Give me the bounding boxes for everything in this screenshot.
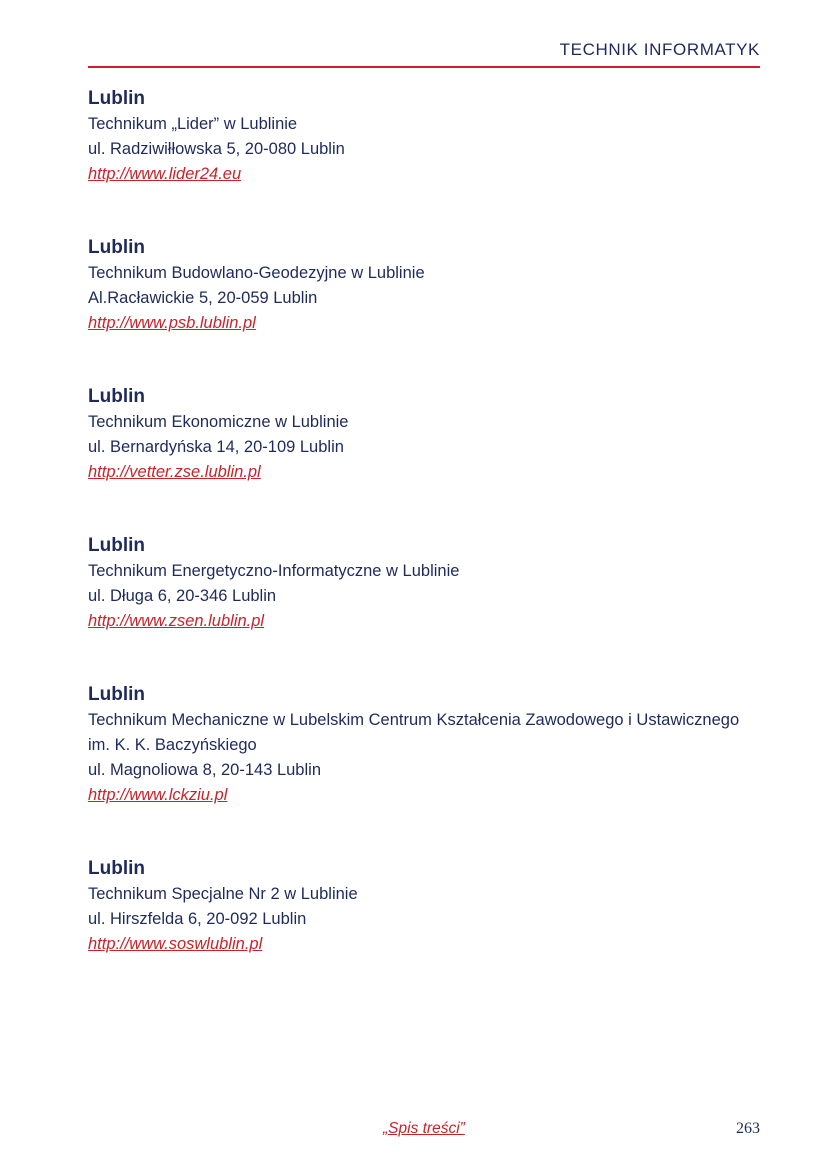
school-name: Technikum Specjalne Nr 2 w Lublinie xyxy=(88,885,358,903)
school-entry xyxy=(88,235,768,336)
school-address: ul. Magnoliowa 8, 20-143 Lublin xyxy=(88,761,321,779)
entry-city: Lublin xyxy=(88,386,145,407)
table-of-contents-link[interactable]: „Spis treści” xyxy=(383,1120,465,1137)
school-name: Technikum Energetyczno-Informatyczne w Lublinie xyxy=(88,562,460,580)
school-address: ul. Bernardyńska 14, 20-109 Lublin xyxy=(88,438,344,456)
school-address: ul. Długa 6, 20-346 Lublin xyxy=(88,587,277,605)
school-patron: im. K. K. Baczyńskiego xyxy=(88,736,257,754)
page-number: 263 xyxy=(736,1120,760,1137)
school-entry xyxy=(88,682,768,808)
school-address: ul. Radziwiłłowska 5, 20-080 Lublin xyxy=(88,140,345,158)
school-address: Al.Racławickie 5, 20-059 Lublin xyxy=(88,289,318,307)
school-website-link[interactable]: http://www.zsen.lublin.pl xyxy=(88,612,265,630)
entry-city: Lublin xyxy=(88,237,145,258)
school-entry xyxy=(88,384,768,485)
school-name: Technikum Budowlano-Geodezyjne w Lublinie xyxy=(88,264,425,282)
school-website-link[interactable]: http://www.psb.lublin.pl xyxy=(88,314,256,332)
school-website-link[interactable]: http://www.soswlublin.pl xyxy=(88,935,263,953)
school-name: Technikum Ekonomiczne w Lublinie xyxy=(88,413,349,431)
school-website-link[interactable]: http://www.lckziu.pl xyxy=(88,786,228,804)
school-entry xyxy=(88,86,768,187)
school-website-link[interactable]: http://www.lider24.eu xyxy=(88,165,242,183)
page-header xyxy=(88,38,760,68)
entry-city: Lublin xyxy=(88,858,145,879)
school-entry xyxy=(88,533,768,634)
school-entry xyxy=(88,856,768,957)
school-name: Technikum Mechaniczne w Lubelskim Centrum Kształcenia Zawodowego i Ustawicznego xyxy=(88,711,740,729)
entry-city: Lublin xyxy=(88,684,145,705)
school-address: ul. Hirszfelda 6, 20-092 Lublin xyxy=(88,910,307,928)
entry-city: Lublin xyxy=(88,535,145,556)
school-website-link[interactable]: http://vetter.zse.lublin.pl xyxy=(88,463,261,481)
school-list xyxy=(88,86,768,1005)
header-title: TECHNIK INFORMATYK xyxy=(559,40,760,59)
school-name: Technikum „Lider” w Lublinie xyxy=(88,115,298,133)
entry-city: Lublin xyxy=(88,88,145,109)
